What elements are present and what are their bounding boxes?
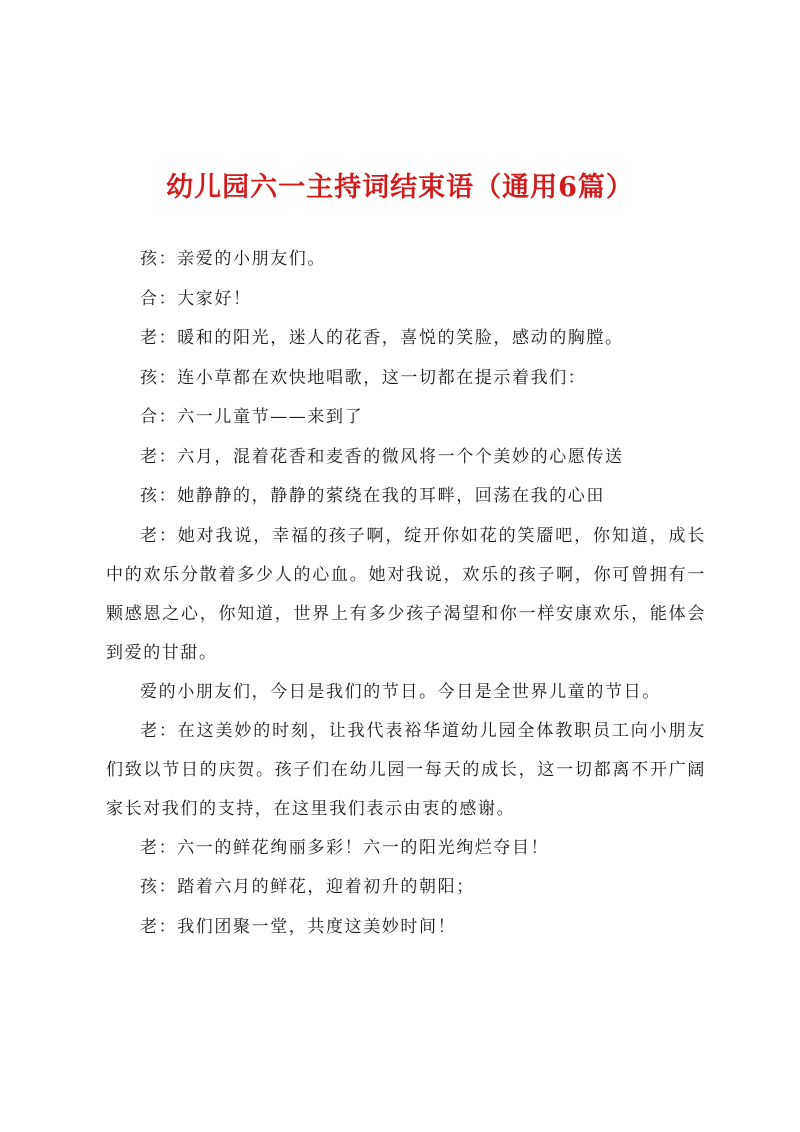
dialogue-line: 老：六一的鲜花绚丽多彩！六一的阳光绚烂夺目！ bbox=[140, 837, 550, 858]
dialogue-line: 老：六月，混着花香和麦香的微风将一个个美妙的心愿传送 bbox=[140, 446, 624, 467]
dialogue-line: 孩：亲爱的小朋友们。 bbox=[140, 249, 326, 269]
paragraph: 爱的小朋友们，今日是我们的节日。今日是全世界儿童的节日。 bbox=[140, 681, 661, 702]
dialogue-line: 孩：连小草都在欢快地唱歌，这一切都在提示着我们： bbox=[140, 367, 587, 388]
dialogue-line: 老：暖和的阳光，迷人的花香，喜悦的笑脸，感动的胸膛。 bbox=[140, 328, 624, 348]
dialogue-line: 孩：她静静的，静静的萦绕在我的耳畔，回荡在我的心田 bbox=[140, 486, 605, 506]
paragraph: 老：在这美妙的时刻，让我代表裕华道幼儿园全体教职员工向小朋友们致以节日的庆贺。孩子们在幼儿园一每天的成长，这一切都离不开广阔家长对我们的支持，在这里我们表示由衷的感谢。 bbox=[106, 720, 706, 819]
dialogue-line: 孩：踏着六月的鲜花，迎着初升的朝阳； bbox=[140, 877, 475, 897]
paragraph: 老：她对我说，幸福的孩子啊，绽开你如花的笑靥吧，你知道，成长中的欢乐分散着多少人的心血。她对我说，欢乐的孩子啊，你可曾拥有一颗感恩之心，你知道，世界上有多少孩子渴望和你一样安康欢乐，能体会到爱的甘甜。 bbox=[106, 525, 706, 663]
dialogue-line: 合：六一儿童节——来到了 bbox=[140, 407, 364, 427]
document-body bbox=[106, 240, 706, 947]
dialogue-line: 合：大家好！ bbox=[140, 288, 252, 309]
dialogue-line: 老：我们团聚一堂，共度这美妙时间！ bbox=[140, 916, 457, 937]
document-title: 幼儿园六一主持词结束语（通用6篇） bbox=[166, 172, 634, 203]
